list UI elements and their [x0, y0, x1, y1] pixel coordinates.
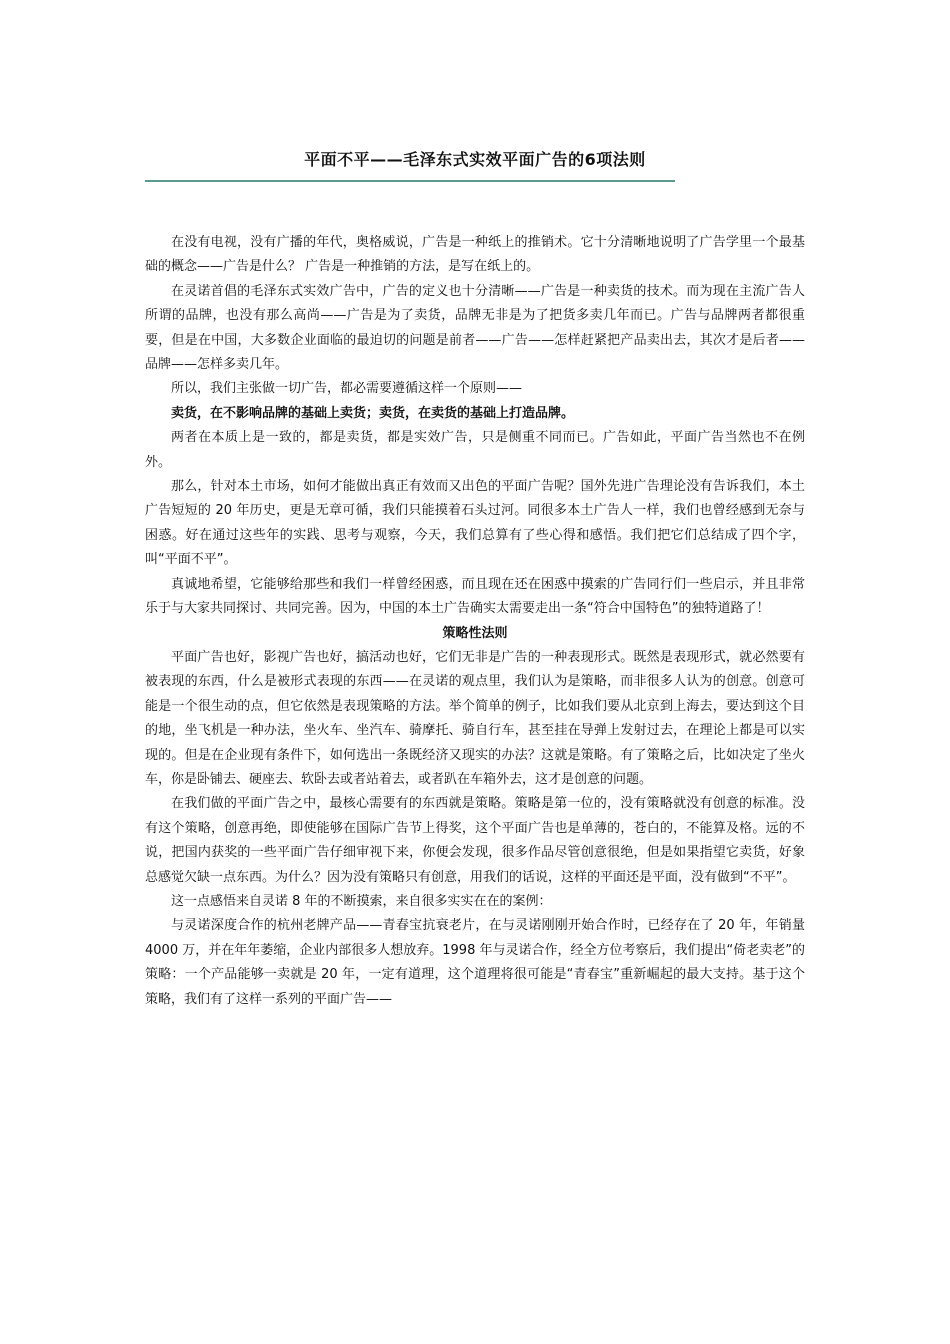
- paragraph: 在我们做的平面广告之中，最核心需要有的东西就是策略。策略是第一位的，没有策略就没有创意的标准。没有这个策略，创意再绝，即使能够在国际广告节上得奖，这个平面广告也是单薄的，苍白的，不能算及格。远的不说，把国内获奖的一些平面广告仔细审视下来，你便会发现，很多作品尽管创意很绝，但是如果指望它卖货，好象总感觉欠缺一点东西。为什么？因为没有策略只有创意，用我们的话说，这样的平面还是平面，没有做到“不平”。: [145, 796, 805, 885]
- principle-statement: 卖货，在不影响品牌的基础上卖货；卖货，在卖货的基础上打造品牌。: [171, 405, 575, 421]
- paragraph: 在没有电视，没有广播的年代，奥格威说，广告是一种纸上的推销术。它十分清晰地说明了广告学里一个最基础的概念——广告是什么？ 广告是一种推销的方法，是写在纸上的。: [145, 235, 805, 275]
- document-body: [145, 231, 805, 1012]
- paragraph: 真诚地希望，它能够给那些和我们一样曾经困惑，而且现在还在困惑中摸索的广告同行们一些启示，并且非常乐于与大家共同探讨、共同完善。因为，中国的本土广告确实太需要走出一条“符合中国特色”的独特道路了！: [145, 576, 805, 617]
- title-underline: [145, 180, 675, 182]
- section-heading: 策略性法则: [442, 625, 508, 641]
- paragraph: 与灵诺深度合作的杭州老牌产品——青春宝抗衰老片，在与灵诺刚刚开始合作时，已经存在了 20 年，年销量 4000 万，并在年年萎缩，企业内部很多人想放弃。1998 年与灵诺合作，经全方位考察后，我们提出“倚老卖老”的策略：一个产品能够一卖就是 20 年，一定有道理，这个道理将很可能是“青春宝”重新崛起的最大支持。基于这个策略，我们有了这样一系列的平面广告——: [145, 918, 805, 1007]
- paragraph: 这一点感悟来自灵诺 8 年的不断摸索，来自很多实实在在的案例：: [171, 893, 552, 909]
- paragraph: 平面广告也好，影视广告也好，搞活动也好，它们无非是广告的一种表现形式。既然是表现形式，就必然要有被表现的东西，什么是被形式表现的东西——在灵诺的观点里，我们认为是策略，而非很多人认为的创意。创意可能是一个很生动的点，但它依然是表现策略的方法。举个简单的例子，比如我们要从北京到上海去，要达到这个目的地，坐飞机是一种办法，坐火车、坐汽车、骑摩托、骑自行车，甚至挂在导弹上发射过去，在理论上都是可以实现的。但是在企业现有条件下，如何选出一条既经济又现实的办法？这就是策略。有了策略之后，比如决定了坐火车，你是卧铺去、硬座去、软卧去或者站着去，或者趴在车箱外去，这才是创意的问题。: [145, 649, 805, 787]
- document-title: 平面不平——毛泽东式实效平面广告的6项法则: [304, 150, 646, 169]
- paragraph: 在灵诺首倡的毛泽东式实效广告中，广告的定义也十分清晰——广告是一种卖货的技术。而为现在主流广告人所谓的品牌，也没有那么高尚——广告是为了卖货，品牌无非是为了把货多卖几年而已。广告与品牌两者都很重要，但是在中国，大多数企业面临的最迫切的问题是前者——广告——怎样赶紧把产品卖出去，其次才是后者——品牌——怎样多卖几年。: [145, 283, 805, 373]
- paragraph: 那么，针对本土市场，如何才能做出真正有效而又出色的平面广告呢？国外先进广告理论没有告诉我们，本土广告短短的 20 年历史，更是无章可循，我们只能摸着石头过河。同很多本土广告人一样，我们也曾经感到无奈与困惑。好在通过这些年的实践、思考与观察，今天，我们总算有了些心得和感悟。我们把它们总结成了四个字，叫“平面不平”。: [145, 479, 805, 568]
- paragraph: 所以，我们主张做一切广告，都必需要遵循这样一个原则——: [171, 381, 523, 397]
- paragraph: 两者在本质上是一致的，都是卖货，都是实效广告，只是侧重不同而已。广告如此，平面广告当然也不在例外。: [145, 430, 805, 470]
